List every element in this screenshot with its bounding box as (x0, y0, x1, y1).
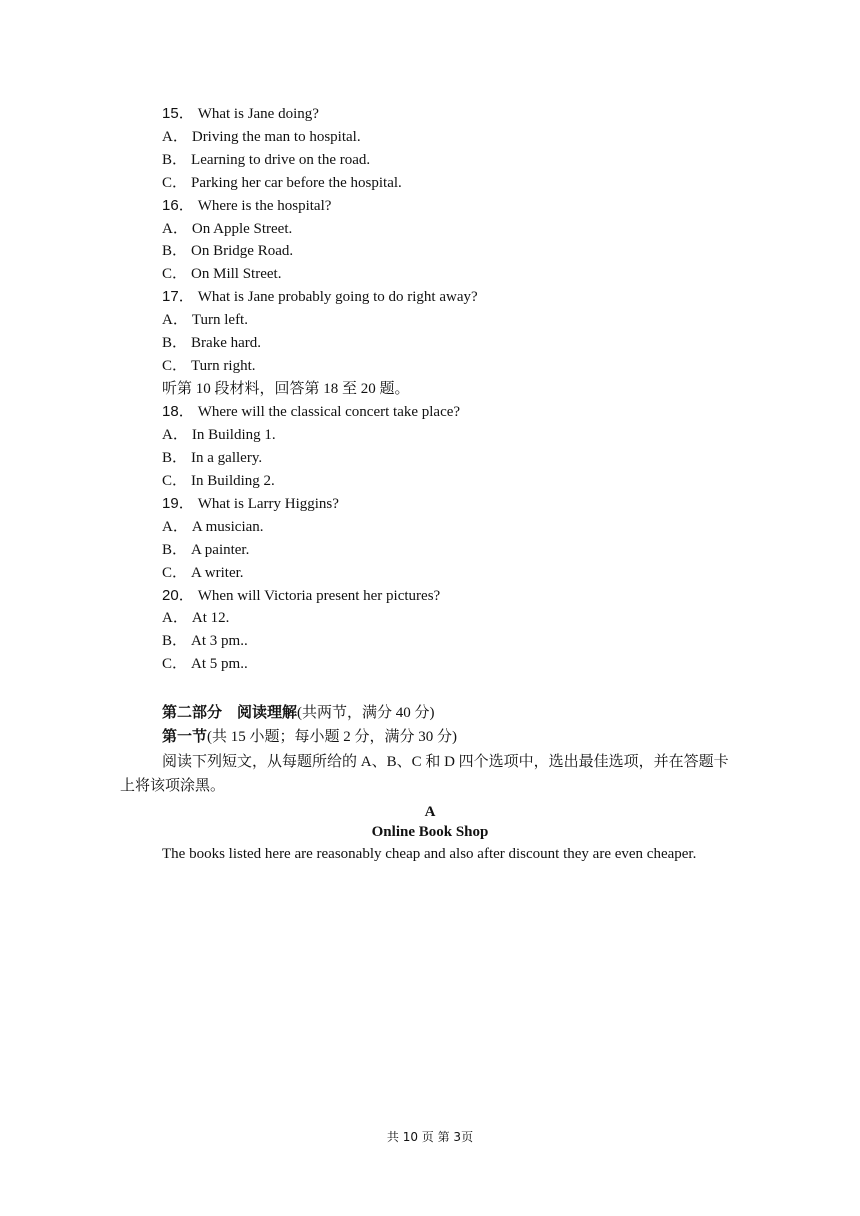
option-19-a: A． A musician. (162, 519, 264, 535)
option-17-a: A． Turn left. (162, 312, 248, 328)
option-15-b: B． Learning to drive on the road. (162, 152, 371, 168)
question-15: 15． What is Jane doing? (162, 105, 319, 122)
option-20-c: C． At 5 pm.. (162, 656, 248, 672)
option-16-b: B． On Bridge Road. (162, 243, 294, 259)
section1-heading: 第一节(共 15 小题；每小题 2 分，满分 30 分) (162, 729, 458, 745)
question-text: What is Jane probably going to do right away? (197, 289, 478, 305)
listening-instruction: 听第 10 段材料，回答第 18 至 20 题。 (162, 381, 410, 397)
question-text: What is Larry Higgins? (197, 496, 339, 512)
option-16-c: C． On Mill Street. (162, 266, 282, 282)
option-20-b: B． At 3 pm.. (162, 633, 248, 649)
question-text: Where is the hospital? (197, 198, 332, 214)
option-17-c: C． Turn right. (162, 358, 256, 374)
option-19-c: C． A writer. (162, 565, 244, 581)
question-text: What is Jane doing? (197, 106, 319, 122)
option-16-a: A． On Apple Street. (162, 221, 293, 237)
question-18: 18． Where will the classical concert take place? (162, 403, 461, 420)
passage-intro: The books listed here are reasonably cheap and also after discount they are even cheaper. (162, 846, 697, 862)
question-16: 16． Where is the hospital? (162, 197, 332, 214)
option-20-a: A． At 12. (162, 610, 230, 626)
option-15-a: A． Driving the man to hospital. (162, 129, 361, 145)
option-15-c: C． Parking her car before the hospital. (162, 175, 402, 191)
question-17: 17． What is Jane probably going to do right away? (162, 288, 478, 305)
option-18-c: C． In Building 2. (162, 473, 275, 489)
question-number: 16 (162, 197, 179, 214)
question-number: 19 (162, 495, 179, 512)
option-19-b: B． A painter. (162, 542, 250, 558)
question-20: 20． When will Victoria present her pictures? (162, 587, 441, 604)
part2-heading: 第二部分 阅读理解(共两节，满分 40 分) (162, 705, 435, 721)
passage-letter: A (424, 804, 436, 820)
question-number: 18 (162, 403, 179, 420)
question-text: Where will the classical concert take place? (197, 404, 461, 420)
question-number: 20 (162, 587, 179, 604)
question-number: 17 (162, 288, 179, 305)
passage-title: Online Book Shop (371, 824, 489, 840)
option-18-a: A． In Building 1. (162, 427, 276, 443)
option-18-b: B． In a gallery. (162, 450, 263, 466)
page-footer: 共 10 页 第 3页 (386, 1130, 474, 1144)
question-text: When will Victoria present her pictures? (197, 588, 441, 604)
question-number: 15 (162, 105, 179, 122)
option-17-b: B． Brake hard. (162, 335, 261, 351)
reading-instruction: 阅读下列短文，从每题所给的 A、B、C 和 D 四个选项中，选出最佳选项，并在答题卡上将该项涂黑。 (120, 754, 729, 794)
question-19: 19． What is Larry Higgins? (162, 495, 339, 512)
